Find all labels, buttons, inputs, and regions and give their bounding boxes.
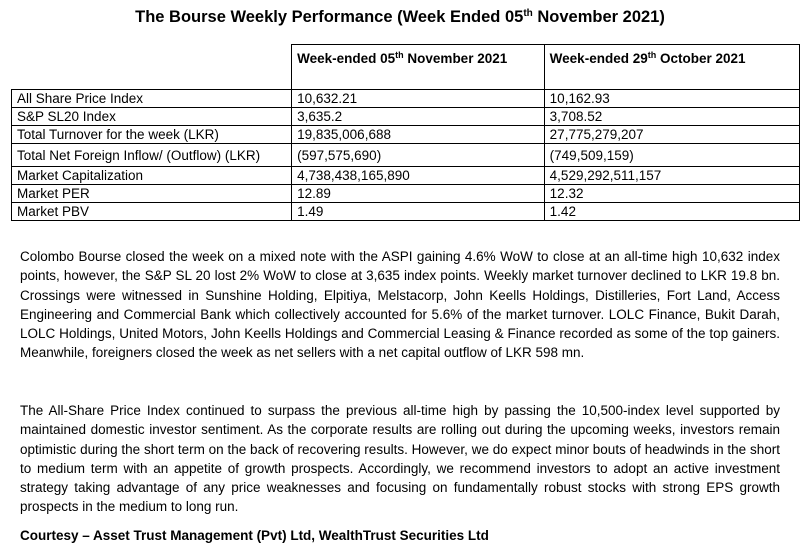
row-previous-value: 1.42: [544, 203, 799, 221]
market-summary-paragraph: Colombo Bourse closed the week on a mixed note with the ASPI gaining 4.6% WoW to close at an all-time high 10,632 index points, however, the S&P SL 20 lost 2% WoW to close at 3,635 index points. Weekly market turnover declined to LKR 19.8 bn. Crossings were witnessed in Sunshine Holding, Elpitiya, Melstacorp, John Keells Holdings, Distilleries, Fort Land, Access Engineering and Commercial Bank which collectively accounted for 5.6% of the market turnover. LOLC Finance, Bukit Darah, LOLC Holdings, United Motors, John Keells Holdings and Commercial Leasing & Finance recorded as some of the top gainers. Meanwhile, foreigners closed the week as net sellers with a net capital outflow of LKR 598 mn.: [20, 249, 780, 361]
row-label: Market Capitalization: [12, 167, 292, 185]
row-previous-value: 27,775,279,207: [544, 126, 799, 144]
header-previous-prefix: Week-ended 29: [549, 51, 648, 66]
table-row: [12, 144, 800, 167]
table-row: [12, 185, 800, 203]
market-outlook-paragraph: The All-Share Price Index continued to surpass the previous all-time high by passing the 10,500-index level supported by maintained domestic investor sentiment. As the corporate results are rolling out during the upcoming weeks, investors remain optimistic during the short term on the back of recovering results. However, we do expect minor bouts of headwinds in the short to medium term with an appetite of growth prospects. Accordingly, we recommend investors to adopt an active investment strategy taking advantage of any price weaknesses and focusing on fundamentally robust stocks with strong EPS growth prospects in the medium to long run.: [20, 403, 780, 515]
title-superscript: th: [523, 8, 533, 19]
row-current-value: 3,635.2: [292, 108, 545, 126]
row-current-value: 12.89: [292, 185, 545, 203]
row-label: Market PBV: [12, 203, 292, 221]
table-row: [12, 167, 800, 185]
row-previous-value: 12.32: [544, 185, 799, 203]
table-row: [12, 203, 800, 221]
header-current-suffix: November 2021: [403, 51, 508, 66]
table-row: [12, 90, 800, 108]
row-label: All Share Price Index: [12, 90, 292, 108]
row-previous-value: 4,529,292,511,157: [544, 167, 799, 185]
row-current-value: 1.49: [292, 203, 545, 221]
row-label: Market PER: [12, 185, 292, 203]
table-header-row: [12, 45, 800, 90]
title-prefix: The Bourse Weekly Performance (Week Ended 05: [135, 8, 524, 26]
row-current-value: 10,632.21: [292, 90, 545, 108]
table-row: [12, 108, 800, 126]
page-title: [0, 8, 800, 27]
row-current-value: 19,835,006,688: [292, 126, 545, 144]
table-row: [12, 126, 800, 144]
row-label: Total Turnover for the week (LKR): [12, 126, 292, 144]
row-previous-value: 10,162.93: [544, 90, 799, 108]
courtesy-line: Courtesy – Asset Trust Management (Pvt) Ltd, WealthTrust Securities Ltd: [20, 528, 489, 543]
row-current-value: (597,575,690): [292, 144, 545, 167]
header-previous-suffix: October 2021: [656, 51, 746, 66]
row-label: S&P SL20 Index: [12, 108, 292, 126]
header-blank-cell: [12, 45, 292, 90]
header-previous-week: [544, 45, 799, 90]
title-suffix: November 2021): [532, 8, 665, 26]
header-current-sup: th: [395, 50, 404, 60]
performance-table: [11, 44, 800, 221]
row-previous-value: 3,708.52: [544, 108, 799, 126]
row-current-value: 4,738,438,165,890: [292, 167, 545, 185]
row-label: Total Net Foreign Inflow/ (Outflow) (LKR): [12, 144, 292, 167]
header-previous-sup: th: [647, 50, 657, 60]
header-current-week: [292, 45, 545, 90]
header-current-prefix: Week-ended 05: [297, 51, 396, 66]
row-previous-value: (749,509,159): [544, 144, 799, 167]
